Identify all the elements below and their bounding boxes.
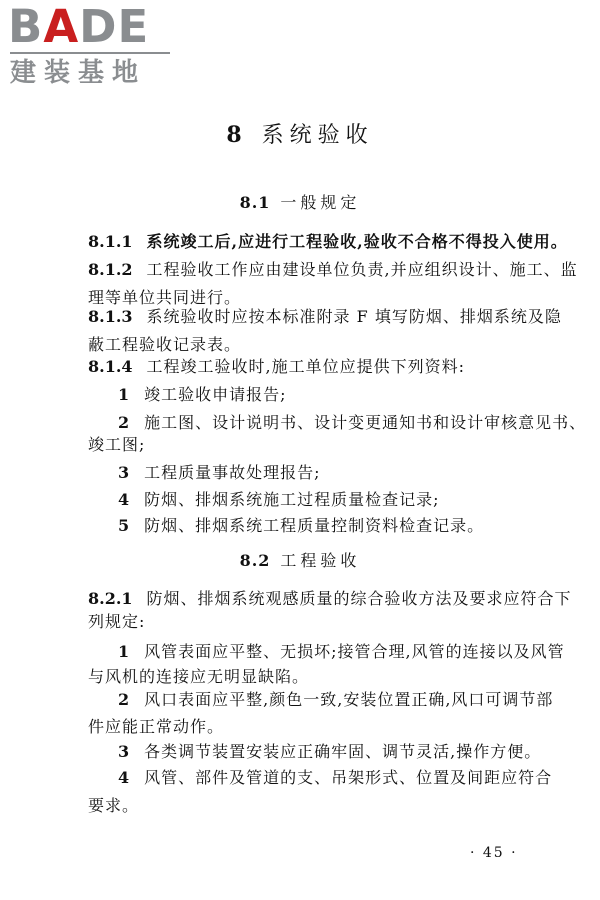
list-item: 4 防烟、排烟系统施工过程质量检查记录; (118, 490, 440, 509)
list-item: 2 风口表面应平整,颜色一致,安装位置正确,风口可调节部 (118, 690, 554, 709)
clause-8-1-2: 8.1.2 工程验收工作应由建设单位负责,并应组织设计、施工、监 (88, 260, 578, 279)
list-item: 3 工程质量事故处理报告; (118, 463, 321, 482)
clause-8-1-1: 8.1.1 系统竣工后,应进行工程验收,验收不合格不得投入使用。 (88, 232, 568, 251)
chapter-title: 8 系统验收 (226, 122, 374, 148)
clause-8-1-2-cont: 理等单位共同进行。 (88, 288, 242, 307)
list-item: 3 各类调节装置安装应正确牢固、调节灵活,操作方便。 (118, 742, 542, 761)
bade-logo (8, 0, 178, 88)
list-item-cont: 与风机的连接应无明显缺陷。 (88, 667, 310, 686)
section-title: 8.2 工程验收 (239, 551, 361, 570)
logo-subtitle: 建装基地 (10, 58, 147, 88)
list-item: 4 风管、部件及管道的支、吊架形式、位置及间距应符合 (118, 768, 553, 787)
logo-wordmark: BADE (8, 0, 150, 53)
section-title: 8.1 一般规定 (239, 193, 361, 212)
clause-8-1-3: 8.1.3 系统验收时应按本标准附录 F 填写防烟、排烟系统及隐 (88, 307, 562, 326)
list-item: 5 防烟、排烟系统工程质量控制资料检查记录。 (118, 516, 485, 535)
list-item-cont: 竣工图; (88, 435, 146, 454)
list-item: 2 施工图、设计说明书、设计变更通知书和设计审核意见书、 (118, 413, 587, 432)
clause-8-2-1-cont: 列规定: (88, 612, 146, 631)
list-item-cont: 件应能正常动作。 (88, 717, 225, 736)
clause-8-1-3-cont: 蔽工程验收记录表。 (88, 335, 242, 354)
list-item: 1 竣工验收申请报告; (118, 385, 287, 404)
list-item-cont: 要求。 (88, 796, 140, 815)
clause-8-2-1: 8.2.1 防烟、排烟系统观感质量的综合验收方法及要求应符合下 (88, 589, 572, 608)
list-item: 1 风管表面应平整、无损坏;接管合理,风管的连接以及风管 (118, 642, 565, 661)
page-number: · 45 · (470, 845, 518, 861)
clause-8-1-4: 8.1.4 工程竣工验收时,施工单位应提供下列资料: (88, 357, 466, 376)
